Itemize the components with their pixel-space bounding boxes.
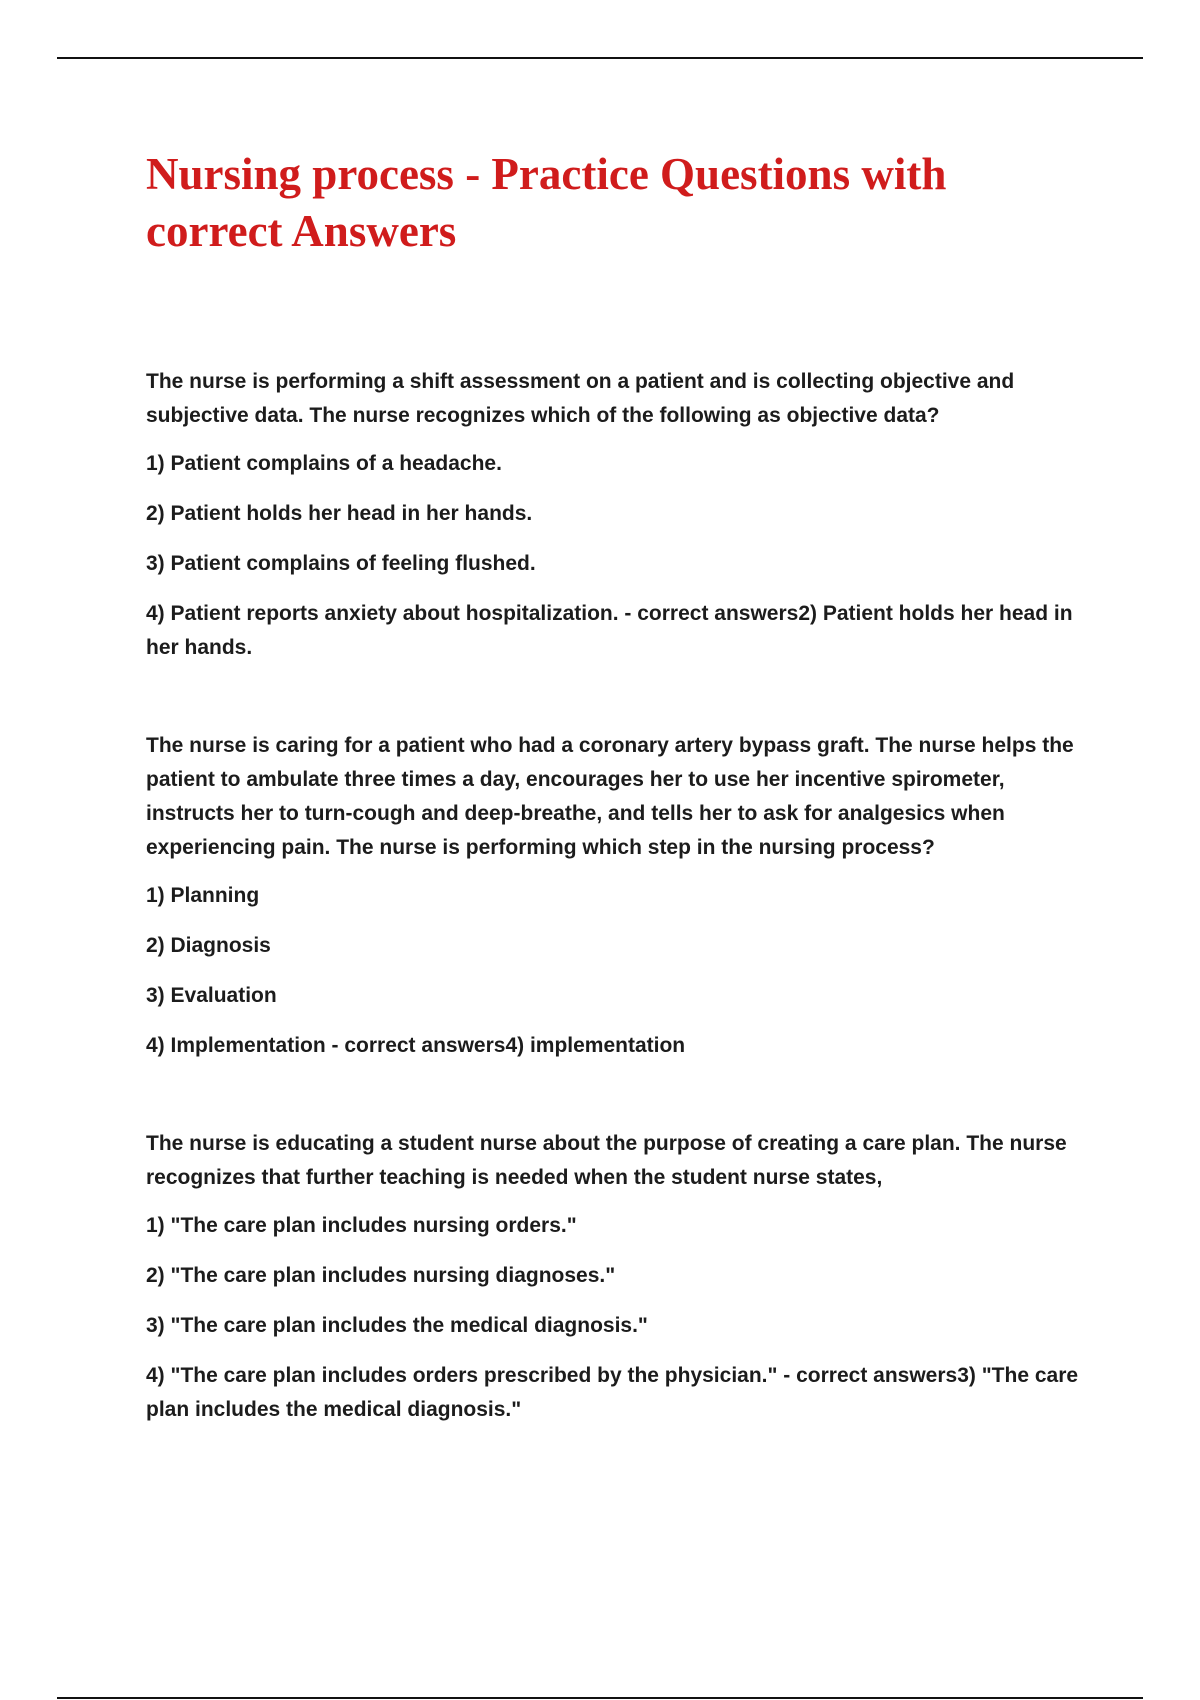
- document-title: Nursing process - Practice Questions with correct Answers: [146, 149, 947, 256]
- answer-option: 3) Patient complains of feeling flushed.: [146, 552, 536, 575]
- answer-option: 1) Planning: [146, 884, 260, 907]
- answer-option: 1) Patient complains of a headache.: [146, 452, 502, 475]
- question-stem: The nurse is educating a student nurse about the purpose of creating a care plan. The nurse recognizes that further teaching is needed when the student nurse states,: [146, 1132, 1067, 1189]
- answer-option-with-correct-answer: 4) Implementation - correct answers4) implementation: [146, 1034, 686, 1057]
- question-1: [146, 365, 1086, 665]
- answer-option: 3) "The care plan includes the medical diagnosis.": [146, 1314, 648, 1337]
- question-3: [146, 1127, 1086, 1427]
- answer-option: 3) Evaluation: [146, 984, 277, 1007]
- question-stem: The nurse is caring for a patient who had a coronary artery bypass graft. The nurse helps the patient to ambulate three times a day, encourages her to use her incentive spirometer, instructs her to turn-cough and deep-breathe, and tells her to ask for analgesics when experiencing pain. The nurse is performing which step in the nursing process?: [146, 734, 1074, 859]
- document-body: [146, 146, 1086, 1427]
- answer-option: 1) "The care plan includes nursing orders.": [146, 1214, 577, 1237]
- answer-option: 2) Diagnosis: [146, 934, 271, 957]
- question-2: [146, 729, 1086, 1063]
- answer-option-with-correct-answer: 4) Patient reports anxiety about hospitalization. - correct answers2) Patient holds her head in her hands.: [146, 602, 1073, 659]
- question-stem: The nurse is performing a shift assessment on a patient and is collecting objective and subjective data. The nurse recognizes which of the following as objective data?: [146, 370, 1015, 427]
- question-list: [146, 365, 1086, 1427]
- answer-option-with-correct-answer: 4) "The care plan includes orders prescribed by the physician." - correct answers3) "The care plan includes the medical diagnosis.": [146, 1364, 1079, 1421]
- answer-option: 2) "The care plan includes nursing diagnoses.": [146, 1264, 616, 1287]
- bottom-rule: [57, 1697, 1143, 1699]
- top-rule: [57, 57, 1143, 59]
- answer-option: 2) Patient holds her head in her hands.: [146, 502, 533, 525]
